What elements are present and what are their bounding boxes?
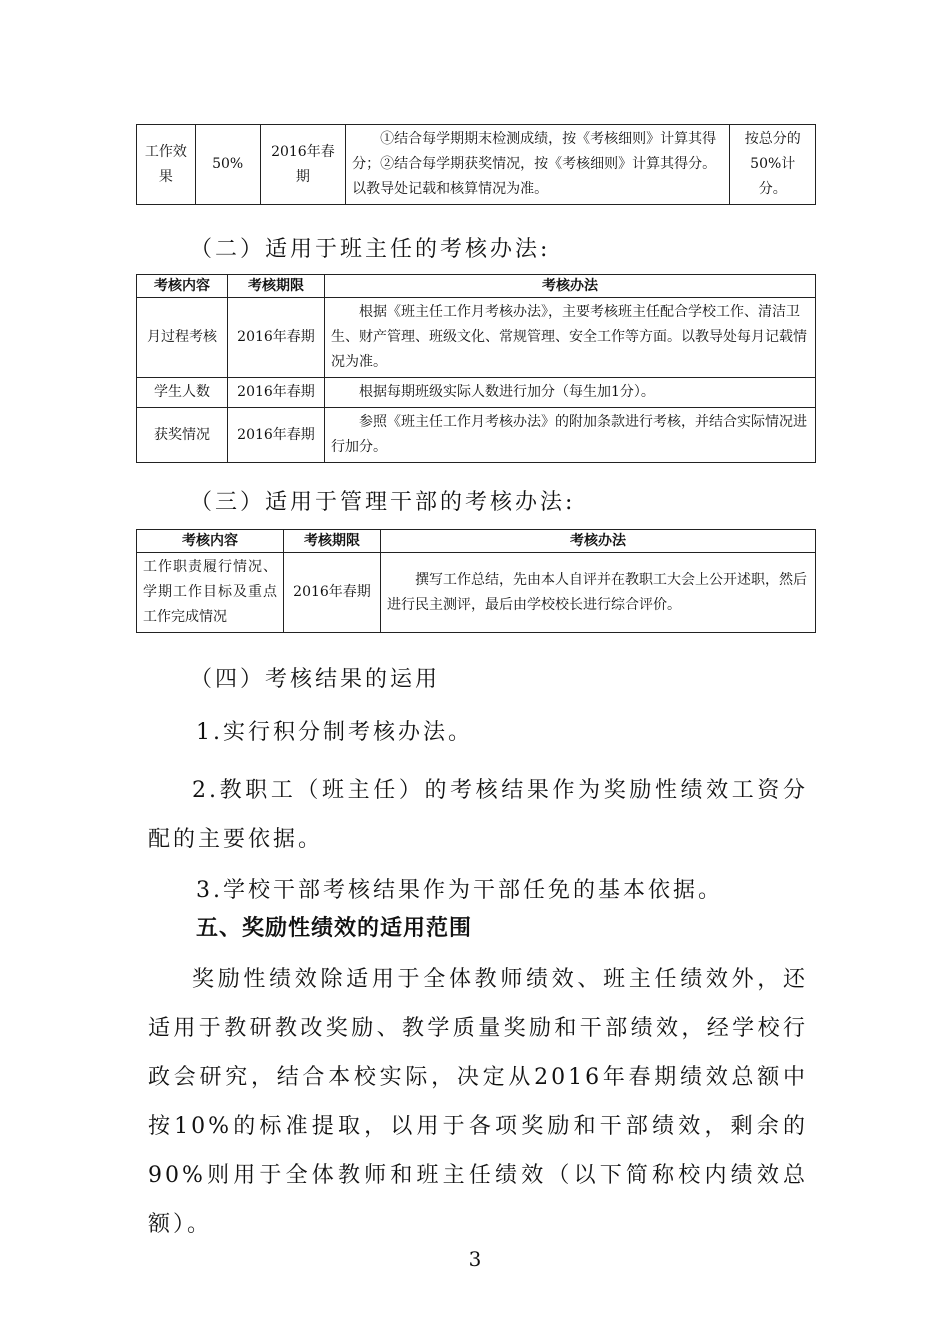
section3-heading: （三）适用于管理干部的考核办法: (190, 490, 576, 515)
list-item: 1.实行积分制考核办法。 (196, 720, 473, 745)
cell-note: 按总分的50%计分。 (730, 125, 816, 205)
cell-content: 工作职责履行情况、学期工作目标及重点工作完成情况 (137, 553, 284, 633)
cell-period: 2016年春期 (228, 298, 325, 378)
page-number: 3 (468, 1247, 482, 1271)
table-row (137, 125, 816, 205)
table-class-teacher (136, 274, 816, 463)
cell-weight: 50% (195, 125, 260, 205)
cell-content: 月过程考核 (137, 298, 228, 378)
cell-method: 根据每期班级实际人数进行加分（每生加1分）。 (325, 378, 816, 408)
table-row (137, 408, 816, 463)
header-content: 考核内容 (137, 530, 284, 553)
cell-content: 工作效果 (137, 125, 196, 205)
table-row (137, 298, 816, 378)
table-management (136, 529, 816, 633)
section5-paragraph: 奖励性绩效除适用于全体教师绩效、班主任绩效外，还适用于教研教改奖励、教学质量奖励和干部绩效，经学校行政会研究，结合本校实际，决定从2016年春期绩效总额中按10%的标准提取，以用于各项奖励和干部绩效，剩余的90%则用于全体教师和班主任绩效（以下简称校内绩效总额）。 (148, 967, 808, 1237)
cell-method: 撰写工作总结，先由本人自评并在教职工大会上公开述职，然后进行民主测评，最后由学校校长进行综合评价。 (381, 553, 816, 633)
cell-period: 2016年春期 (260, 125, 346, 205)
section2-heading: （二）适用于班主任的考核办法: (190, 237, 551, 262)
header-content: 考核内容 (137, 275, 228, 298)
cell-period: 2016年春期 (228, 378, 325, 408)
cell-method: 根据《班主任工作月考核办法》，主要考核班主任配合学校工作、清洁卫生、财产管理、班级文化、常规管理、安全工作等方面。以教导处每月记载情况为准。 (325, 298, 816, 378)
table-row (137, 553, 816, 633)
header-method: 考核办法 (325, 275, 816, 298)
header-method: 考核办法 (381, 530, 816, 553)
header-period: 考核期限 (284, 530, 381, 553)
cell-content: 学生人数 (137, 378, 228, 408)
cell-method: 参照《班主任工作月考核办法》的附加条款进行考核，并结合实际情况进行加分。 (325, 408, 816, 463)
table-header-row (137, 530, 816, 553)
section5-heading: 五、奖励性绩效的适用范围 (196, 916, 473, 941)
table-work-effect (136, 124, 816, 205)
cell-content: 获奖情况 (137, 408, 228, 463)
cell-period: 2016年春期 (284, 553, 381, 633)
cell-period: 2016年春期 (228, 408, 325, 463)
cell-method: ①结合每学期期末检测成绩，按《考核细则》计算其得分；②结合每学期获奖情况，按《考核细则》计算其得分。以教导处记载和核算情况为准。 (346, 125, 730, 205)
table-header-row (137, 275, 816, 298)
list-item: 2.教职工（班主任）的考核结果作为奖励性绩效工资分配的主要依据。 (148, 778, 808, 852)
header-period: 考核期限 (228, 275, 325, 298)
table-row (137, 378, 816, 408)
list-item: 3.学校干部考核结果作为干部任免的基本依据。 (196, 878, 723, 903)
section4-heading: （四）考核结果的运用 (190, 667, 441, 692)
